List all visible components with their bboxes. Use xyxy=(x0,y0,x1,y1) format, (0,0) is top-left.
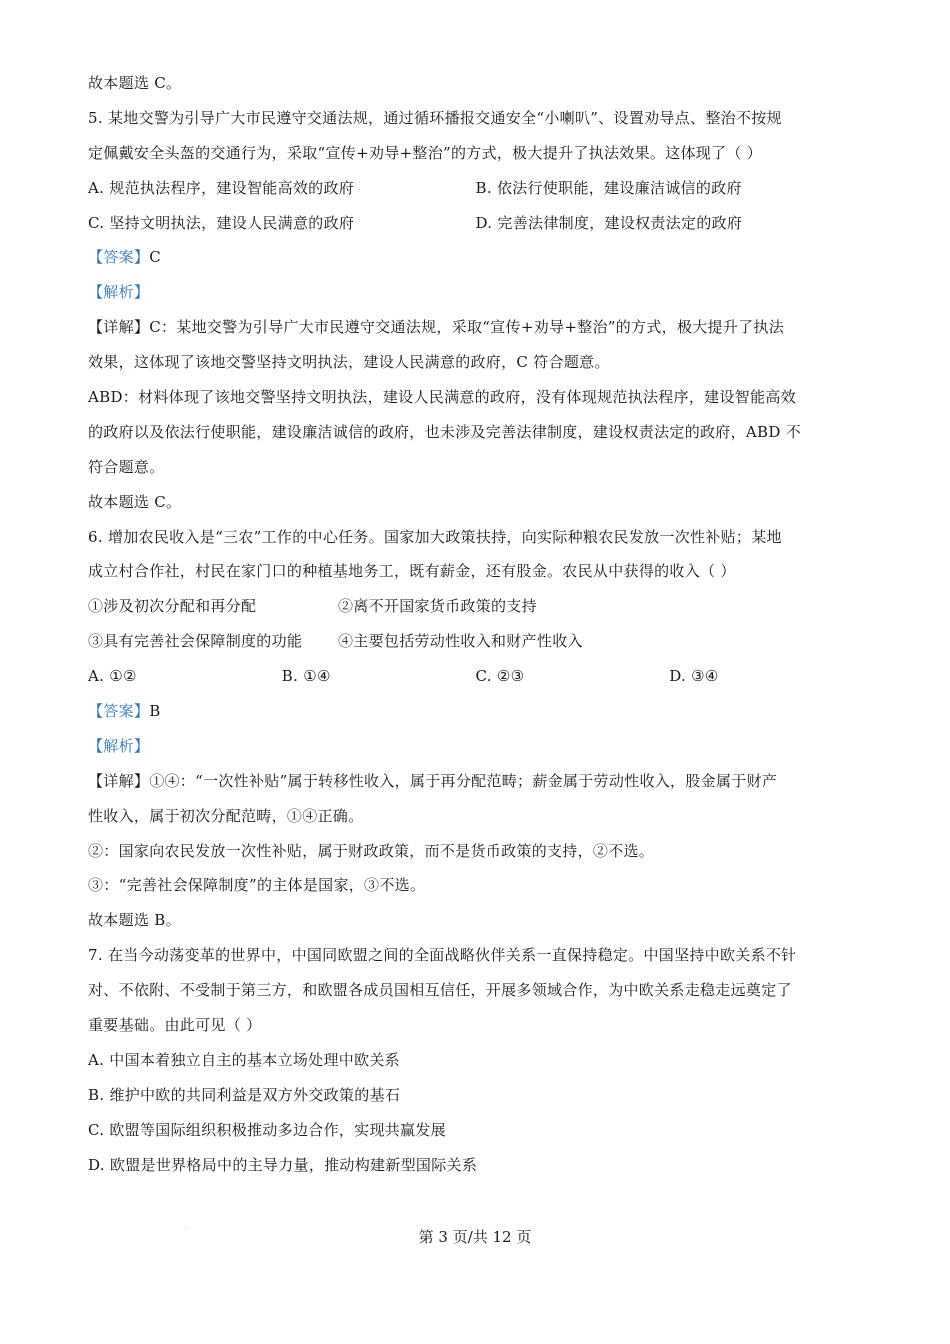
q6-answer xyxy=(88,702,863,720)
q7-stem-line-2: 对、不依附、不受制于第三方，和欧盟各成员国相互信任，开展多领域合作，为中欧关系走稳走远奠定了 xyxy=(88,981,792,1000)
q5-analysis-heading xyxy=(88,283,863,301)
q6-detail-line-1 xyxy=(88,772,863,790)
q6-option-b: B. ①④ xyxy=(281,667,331,686)
question-7 xyxy=(88,946,863,1173)
question-5 xyxy=(88,109,863,511)
q5-answer-value: C xyxy=(149,248,161,267)
q6-detail-text-1: ①④：“一次性补贴”属于转移性收入，属于再分配范畴；薪金属于劳动性收入，股金属于财产 xyxy=(149,771,778,790)
q5-option-a: A. 规范执法程序，建设智能高效的政府 xyxy=(88,178,355,197)
q7-stem-line-1: 7. 在当今动荡变革的世界中，中国同欧盟之间的全面战略伙伴关系一直保持稳定。中国坚持中欧关系不针 xyxy=(88,946,797,965)
q5-option-c: C. 坚持文明执法，建设人民满意的政府 xyxy=(88,213,355,232)
detail-tag: 【详解】 xyxy=(88,771,150,790)
prev-question-conclusion: 故本题选 C。 xyxy=(88,74,182,92)
q6-statement-1: ①涉及初次分配和再分配 xyxy=(88,597,257,616)
q7-option-a: A. 中国本着独立自主的基本立场处理中欧关系 xyxy=(88,1050,400,1069)
question-6 xyxy=(88,528,863,930)
answer-tag: 【答案】 xyxy=(88,702,150,721)
q5-detail-line-1 xyxy=(88,318,863,336)
q6-statement-4: ④主要包括劳动性收入和财产性收入 xyxy=(338,632,583,651)
q5-options-row-2 xyxy=(88,214,863,232)
q6-analysis-heading xyxy=(88,737,863,755)
q5-answer xyxy=(88,248,863,266)
q6-options xyxy=(88,667,863,685)
q5-detail-line-3: ABD：材料体现了该地交警坚持文明执法，建设人民满意的政府，没有体现规范执法程序，建设智能高效 xyxy=(88,388,796,407)
q6-option-c: C. ②③ xyxy=(475,667,525,686)
q6-stem-line-2: 成立村合作社，村民在家门口的种植基地务工，既有薪金，还有股金。农民从中获得的收入（ ） xyxy=(88,562,736,581)
q5-conclusion: 故本题选 C。 xyxy=(88,492,182,511)
q5-stem-line-2: 定佩戴安全头盔的交通行为，采取“宣传+劝导+整治”的方式，极大提升了执法效果。这体现了（ ） xyxy=(88,143,763,162)
q6-answer-value: B xyxy=(149,702,161,721)
q5-detail-line-5: 符合题意。 xyxy=(88,457,165,476)
q6-stem-line-1: 6. 增加农民收入是“三农”工作的中心任务。国家加大政策扶持，向实际种粮农民发放一次性补贴；某地 xyxy=(88,527,782,546)
answer-tag: 【答案】 xyxy=(88,248,150,267)
q5-detail-line-4: 的政府以及依法行使职能，建设廉洁诚信的政府，也未涉及完善法律制度，建设权责法定的政府，ABD 不 xyxy=(88,422,802,441)
detail-tag: 【详解】 xyxy=(88,318,150,337)
q6-option-a: A. ①② xyxy=(88,667,137,686)
q5-stem-line-1: 5. 某地交警为引导广大市民遵守交通法规，通过循环播报交通安全“小喇叭”、设置劝导点、整治不按规 xyxy=(88,108,782,127)
q5-detail-text-1: C：某地交警为引导广大市民遵守交通法规，采取“宣传+劝导+整治”的方式，极大提升了执法 xyxy=(149,318,785,337)
q6-option-d: D. ③④ xyxy=(669,667,719,686)
q7-stem-line-3: 重要基础。由此可见（ ） xyxy=(88,1016,262,1035)
q6-statements-row-2 xyxy=(88,632,863,650)
q7-option-c: C. 欧盟等国际组织积极推动多边合作，实现共赢发展 xyxy=(88,1120,446,1139)
q5-detail-line-2: 效果，这体现了该地交警坚持文明执法，建设人民满意的政府，C 符合题意。 xyxy=(88,353,610,372)
q6-conclusion: 故本题选 B。 xyxy=(88,911,181,930)
q6-statements-row-1 xyxy=(88,597,863,615)
analysis-tag: 【解析】 xyxy=(88,283,150,302)
page-content xyxy=(88,74,863,1191)
q5-option-b: B. 依法行使职能，建设廉洁诚信的政府 xyxy=(475,178,742,197)
q6-detail-line-2: 性收入，属于初次分配范畴，①④正确。 xyxy=(88,806,364,825)
q7-option-b: B. 维护中欧的共同利益是双方外交政策的基石 xyxy=(88,1085,401,1104)
analysis-tag: 【解析】 xyxy=(88,736,150,755)
q5-option-d: D. 完善法律制度，建设权责法定的政府 xyxy=(475,213,743,232)
q7-option-d: D. 欧盟是世界格局中的主导力量，推动构建新型国际关系 xyxy=(88,1155,478,1174)
q6-statement-2: ②离不开国家货币政策的支持 xyxy=(338,597,537,616)
q6-statement-3: ③具有完善社会保障制度的功能 xyxy=(88,632,303,651)
q5-options-row-1 xyxy=(88,179,863,197)
q6-detail-line-4: ③：“完善社会保障制度”的主体是国家，③不选。 xyxy=(88,876,426,895)
q6-detail-line-3: ②：国家向农民发放一次性补贴，属于财政政策，而不是货币政策的支持，②不选。 xyxy=(88,841,655,860)
page-footer: 第 3 页/共 12 页 xyxy=(418,1228,532,1246)
